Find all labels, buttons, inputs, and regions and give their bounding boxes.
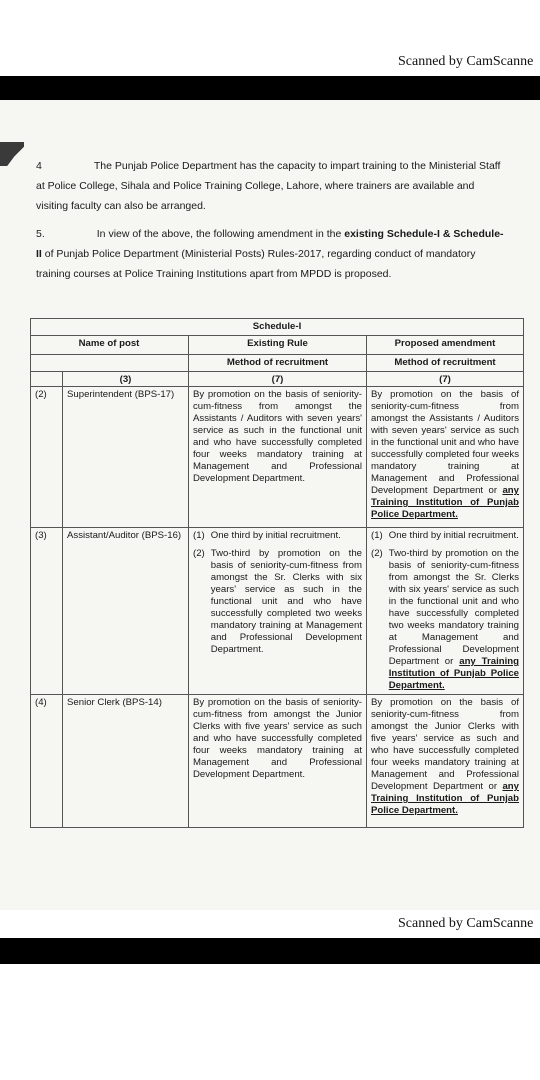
proposed-item-1-number: (1): [371, 530, 383, 541]
row-serial: (2): [30, 387, 62, 527]
row-post: Senior Clerk (BPS-14): [62, 695, 188, 827]
row-proposed-underlined: any Training Institution of Punjab Police Department.: [371, 781, 519, 816]
scan-top-bar: [0, 76, 540, 100]
row-proposed-text: By promotion on the basis of seniority-cum-fitness from amongst the Assistants / Auditors with seven years' service as such in the functional unit and who have successfully completed four weeks mandatory training at Management and Professional Development Department or: [371, 389, 519, 496]
proposed-item-2-underlined: any Training Institution of Punjab Police Department.: [388, 656, 519, 691]
header-blank-2: [30, 355, 188, 371]
paragraph-4-text: The Punjab Police Department has the capacity to impart training to the Ministerial Staff at Police College, Sihala and Police Training College, Lahore, where trainers are available and visiting faculty can also be arranged.: [36, 160, 501, 212]
scanner-watermark-bottom: Scanned by CamScanne: [398, 916, 534, 931]
table-row: [30, 695, 524, 828]
table-row: [30, 387, 524, 528]
paragraph-4: [36, 156, 506, 216]
scanner-watermark-top: Scanned by CamScanne: [398, 54, 534, 69]
paragraph-5: [36, 224, 506, 284]
header-existing-rule: Existing Rule: [188, 336, 366, 354]
num-row-c4: (7): [366, 372, 524, 386]
table-row: [30, 528, 524, 695]
num-row-c2: (3): [62, 372, 188, 386]
paragraph-5-bold: existing Schedule-I & Schedule-II: [36, 228, 504, 260]
header-proposed-amendment: Proposed amendment: [366, 336, 524, 354]
header-method-proposed: Method of recruitment: [366, 355, 524, 371]
existing-item-1-number: (1): [193, 530, 205, 541]
row-proposed-text: By promotion on the basis of seniority-cum-fitness from amongst the Junior Clerks with five years' service as such and who have successfully completed four weeks mandatory training at Management and Professional Development Department or: [371, 697, 519, 792]
existing-item-1-text: One third by initial recruitment.: [210, 530, 341, 541]
paragraph-4-number: 4: [36, 160, 42, 172]
schedule-heading: Schedule-I: [30, 319, 524, 335]
row-proposed-underlined: any Training Institution of Punjab Police Department.: [371, 485, 519, 520]
num-row-c3: (7): [188, 372, 366, 386]
schedule-table: [30, 318, 524, 828]
proposed-item-1-text: One third by initial recruitment.: [388, 530, 519, 541]
scan-bottom-bar: [0, 938, 540, 964]
existing-item-2-number: (2): [193, 548, 205, 559]
row-post: Assistant/Auditor (BPS-16): [62, 528, 188, 694]
proposed-item-2-text: Two-third by promotion on the basis of seniority-cum-fitness from amongst the Sr. Clerks with six years' service as such in the functional unit and who have successfully completed two weeks mandatory training at Management and Professional Development Department or: [388, 548, 519, 667]
row-proposed-amendment: [366, 387, 524, 527]
header-name-of-post: Name of post: [78, 338, 140, 349]
paragraph-5-text-b: of Punjab Police Department (Ministerial Posts) Rules-2017, regarding conduct of mandatory training courses at Police Training Institutions apart from MPDD is proposed.: [36, 248, 476, 280]
paragraph-5-text-a: In view of the above, the following amendment in the: [96, 228, 345, 240]
row-serial: (3): [30, 528, 62, 694]
row-existing-rule: [188, 528, 366, 694]
row-existing-rule: By promotion on the basis of seniority-cum-fitness from amongst the Assistants / Auditors with seven years' service as such in the functional unit and who have successfully completed four weeks mandatory training at Management and Professional Development Department.: [188, 387, 366, 527]
proposed-item-2-number: (2): [371, 548, 383, 559]
row-existing-rule: By promotion on the basis of seniority-cum-fitness from amongst the Junior Clerks with five years' service as such and who have successfully completed four weeks mandatory training at Management and Professional Development Department.: [188, 695, 366, 827]
header-method-existing: Method of recruitment: [188, 355, 366, 371]
existing-item-2-text: Two-third by promotion on the basis of seniority-cum-fitness from amongst the Sr. Clerks with six years' service as such in the functional unit and who have successfully completed two weeks mandatory training at Management and Professional Development Department.: [210, 548, 362, 655]
row-post: Superintendent (BPS-17): [62, 387, 188, 527]
paragraph-5-number: 5.: [36, 228, 45, 240]
row-proposed-amendment: [366, 695, 524, 827]
row-proposed-amendment: [366, 528, 524, 694]
row-serial: (4): [30, 695, 62, 827]
num-row-blank: [30, 372, 62, 386]
